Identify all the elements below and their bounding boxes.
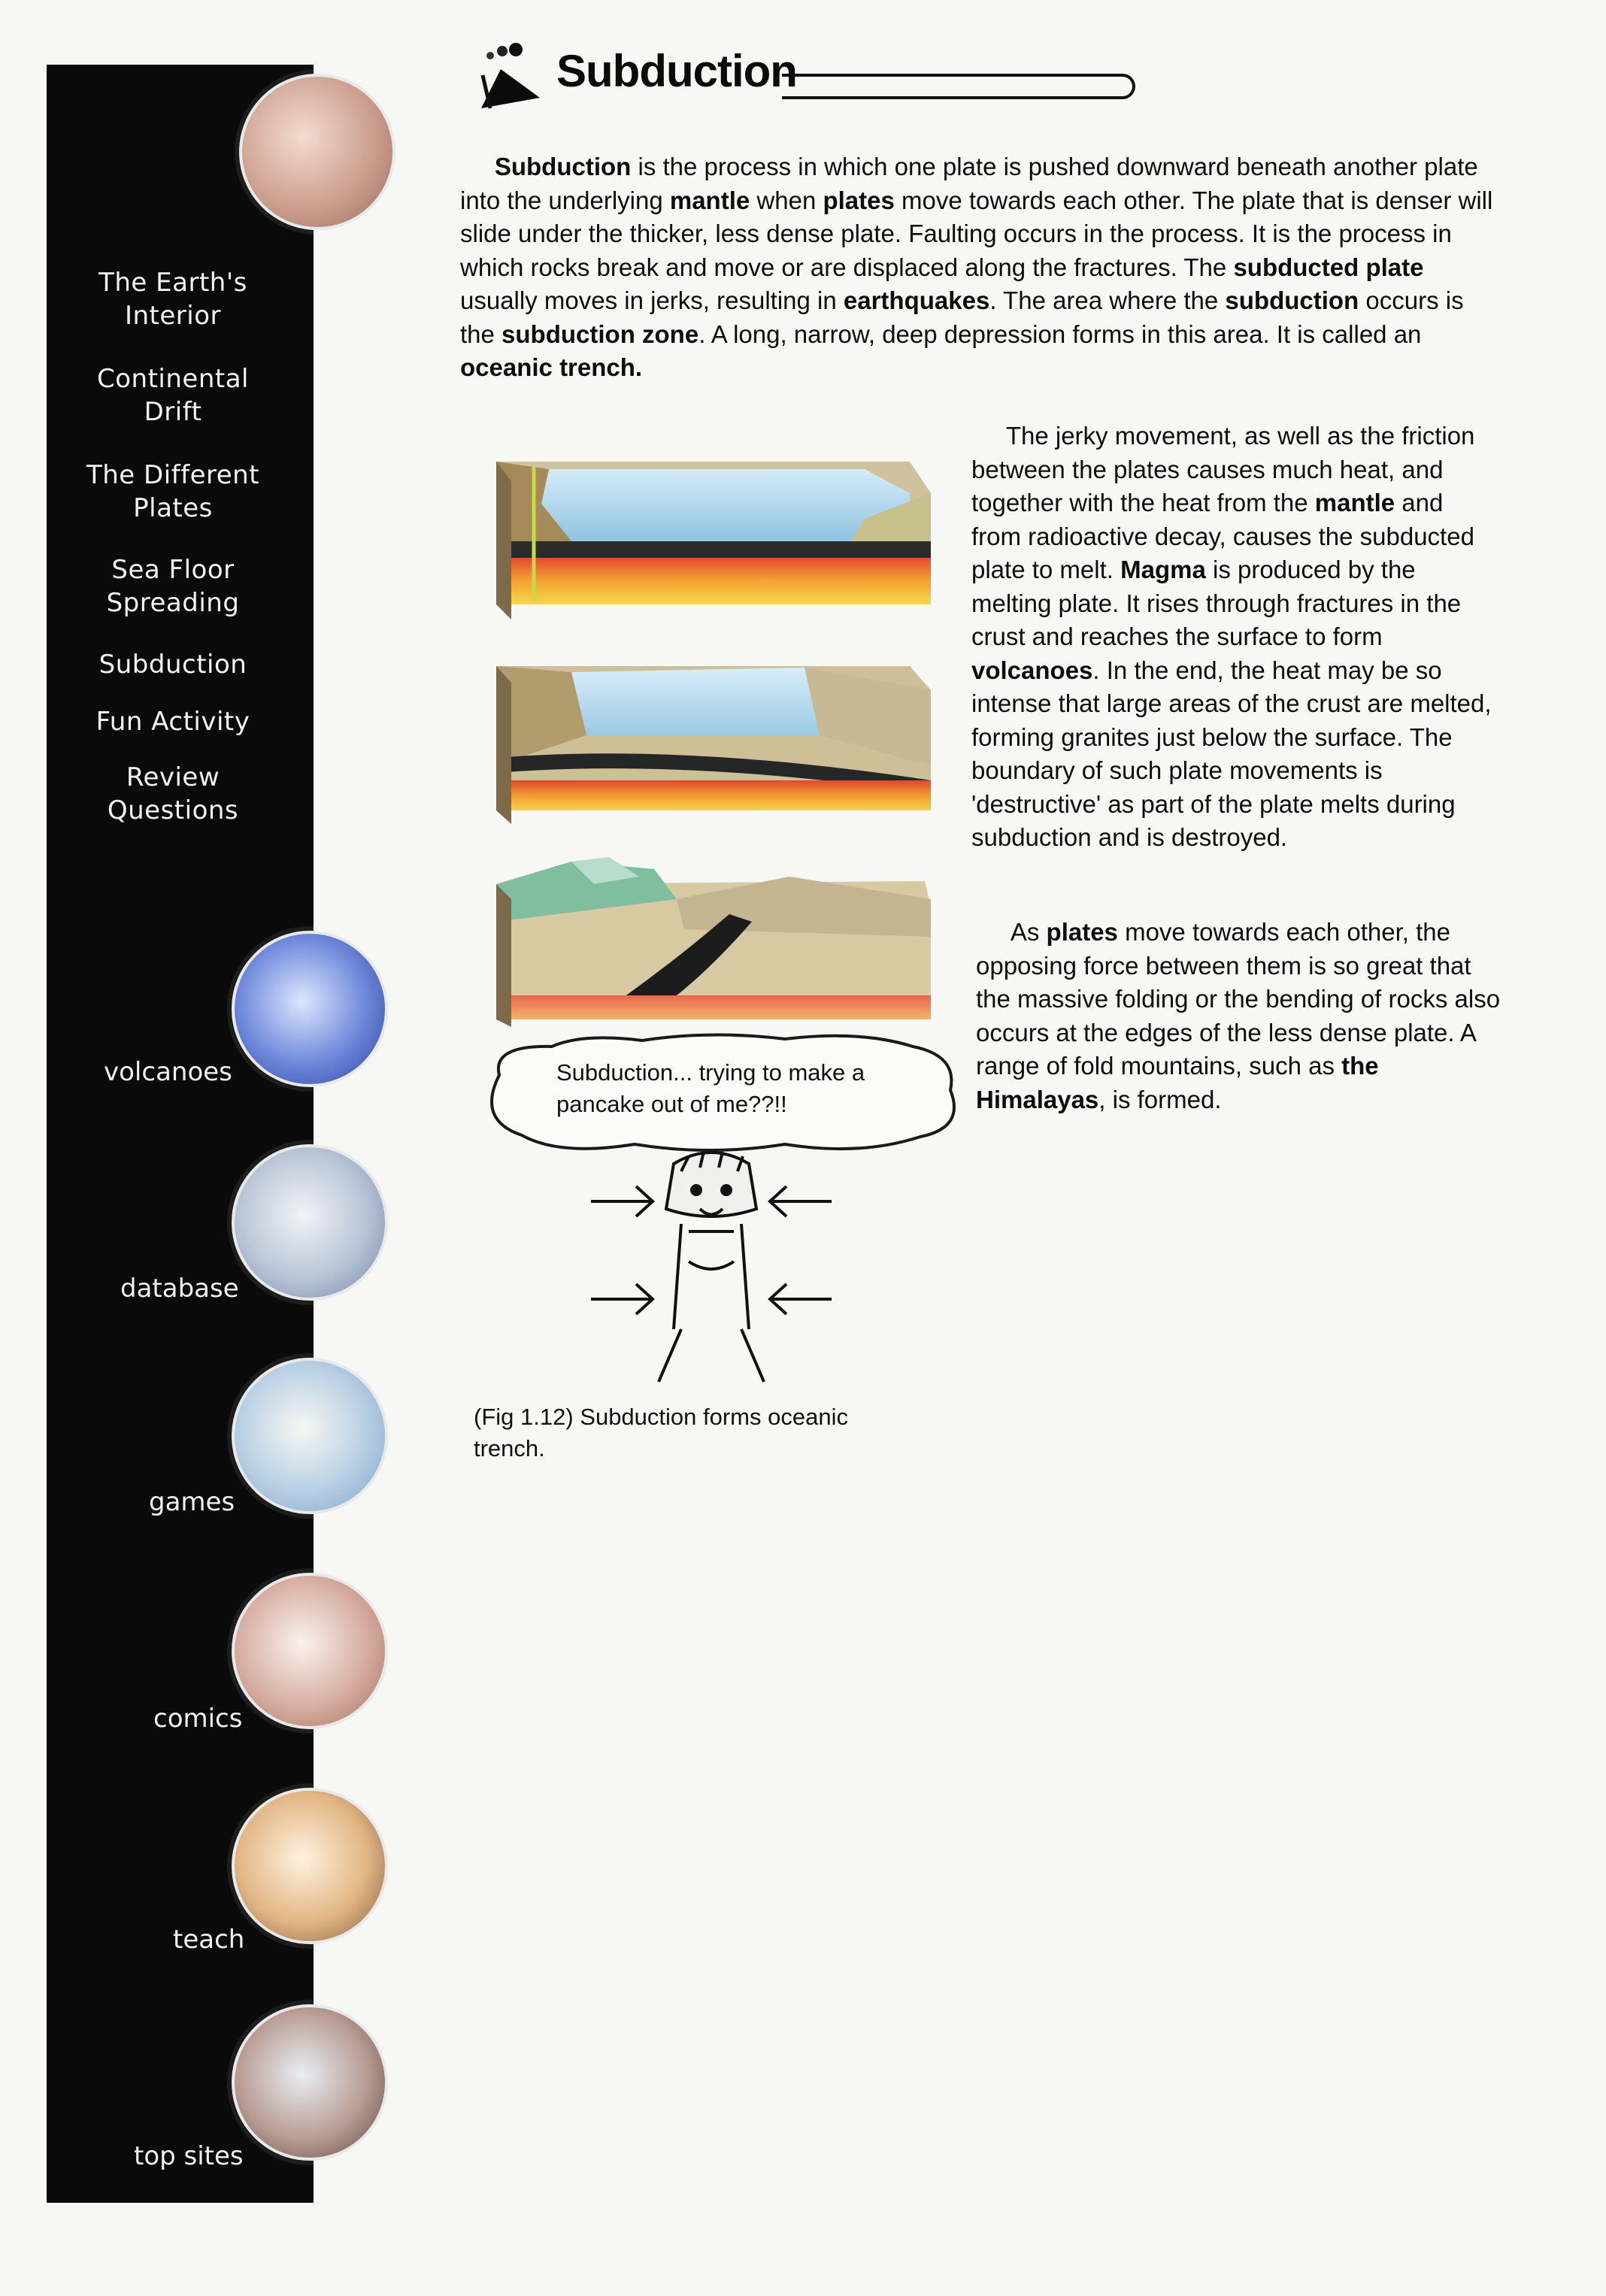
top-sites-globe-icon[interactable] [232,2004,388,2161]
subduction-diagram-stage-3 [489,854,931,1027]
earth-globe-image [239,74,395,230]
paragraph-heat-magma: The jerky movement, as well as the friction between the plates causes much heat, and together with the heat from the mantle and from radioactive decay, causes the subducted plate to melt. Magma is produced by the melting plate. It rises through fractures in the crust and reaches the surface to form volcanoes. In the end, the heat may be so intense that large areas of the crust are melted, forming granites just below the surface. The boundary of such plate movements is 'destructive' as part of the plate melts during subduction and is destroyed. [971,422,1492,851]
paragraph-intro: Subduction is the process in which one plate is pushed downward beneath another plate into the underlying mantle when plates move towards each other. The plate that is denser will slide under the thicker, less dense plate. Faulting occurs in the process. It is the process in which rocks break and move or are displaced along the fractures. The subducted plate usually moves in jerks, resulting in earthquakes. The area where the subduction occurs is the subduction zone. A long, narrow, deep depression forms in this area. It is called an oceanic trench. [460,153,1493,381]
title-arrow-icon [475,39,558,114]
section-volcanoes[interactable]: volcanoes [104,1057,232,1087]
page-header [475,39,1122,114]
nav-different-plates[interactable]: The Different Plates [86,460,260,523]
nav-earths-interior[interactable]: The Earth's Interior [98,268,247,331]
figure-caption: (Fig 1.12) Subduction forms oceanic trench. [474,1404,848,1462]
nav-fun-activity[interactable]: Fun Activity [95,707,250,737]
subduction-diagram-stage-2 [489,653,931,825]
section-games[interactable]: games [149,1487,235,1517]
section-database[interactable]: database [120,1274,239,1304]
games-globe-icon[interactable] [232,1358,388,1514]
squeezed-character-cartoon [568,1149,854,1391]
nav-review-questions[interactable]: Review Questions [107,762,239,825]
volcanoes-globe-icon[interactable] [232,931,388,1087]
nav-sea-floor-spreading[interactable]: Sea Floor Spreading [106,555,240,618]
subduction-diagram-stage-1 [489,451,931,624]
nav-continental-drift[interactable]: Continental Drift [97,364,249,427]
speech-bubble-text: Subduction... trying to make a pancake out of me??!! [556,1059,865,1117]
paragraph-fold-mountains: As plates move towards each other, the opposing force between them is so great that the massive folding or the bending of rocks also occurs at the edges of the less dense plate. A range of fold mountains, such as the Himalayas, is formed. [976,918,1501,1113]
section-top-sites[interactable]: top sites [134,2141,244,2171]
nav-subduction[interactable]: Subduction [98,650,247,680]
database-globe-icon[interactable] [232,1144,388,1301]
section-comics[interactable]: comics [153,1704,243,1734]
teach-globe-icon[interactable] [232,1788,388,1944]
title-rule [782,74,1135,99]
page-title: Subduction [556,46,797,96]
section-teach[interactable]: teach [173,1925,245,1955]
comics-globe-icon[interactable] [232,1573,388,1729]
